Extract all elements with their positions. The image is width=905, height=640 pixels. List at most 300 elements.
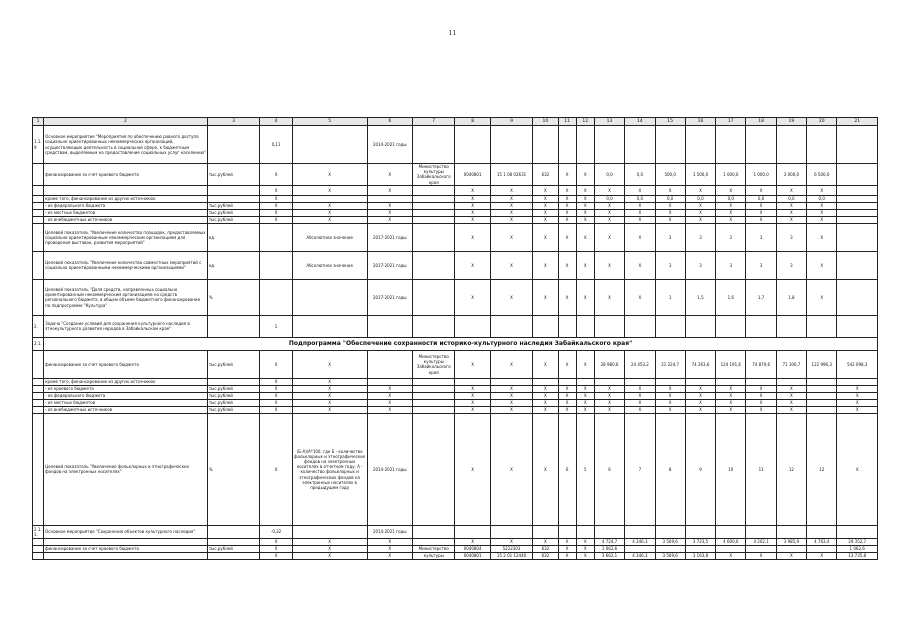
table-cell	[413, 195, 455, 202]
table-cell: Х	[455, 195, 490, 202]
table-cell: Х	[260, 385, 292, 392]
table-cell: 4 202,1	[746, 538, 776, 545]
table-cell: 0040801	[455, 552, 490, 559]
table-cell: 1,6	[716, 279, 746, 315]
table-cell: Х	[716, 392, 746, 399]
table-cell	[807, 399, 837, 406]
table-cell	[837, 164, 878, 186]
table-cell: Х	[655, 216, 685, 223]
table-cell	[413, 202, 455, 209]
table-cell: Х	[367, 209, 412, 216]
table-cell: Целевой показатель "Доля средств, направленных социально ориентированным некоммерческим организациям на средств регионального бюджета, в общем объеме бюджетного финансирования по подпрограмме "Культура"	[44, 279, 208, 315]
column-number: 5	[292, 118, 367, 126]
table-cell: тыс.рублей	[207, 392, 260, 399]
column-number: 20	[807, 118, 837, 126]
table-cell: Х	[292, 552, 367, 559]
table-cell	[558, 378, 576, 385]
table-cell: - из внебюджетных источников	[44, 216, 208, 223]
table-cell: 632	[533, 545, 558, 552]
table-cell: - из местных бюджетов	[44, 209, 208, 216]
table-cell	[776, 525, 806, 538]
table-cell: Х	[558, 538, 576, 545]
table-cell: Х	[490, 223, 532, 251]
column-number: 7	[413, 118, 455, 126]
table-cell: тыс.рублей	[207, 399, 260, 406]
table-cell: 6	[558, 413, 576, 525]
table-cell: 3 163,8	[685, 552, 715, 559]
table-cell	[576, 525, 594, 538]
table-cell	[413, 223, 455, 251]
table-row	[33, 406, 878, 413]
table-cell: Х	[367, 185, 412, 195]
table-cell: Х	[837, 392, 878, 399]
table-cell	[413, 406, 455, 413]
table-cell: Х	[625, 202, 655, 209]
table-row	[33, 392, 878, 399]
table-cell	[44, 538, 208, 545]
table-cell: Х	[716, 406, 746, 413]
table-cell: Х	[455, 406, 490, 413]
table-cell: Х	[260, 216, 292, 223]
table-cell: 3 662,1	[594, 552, 624, 559]
table-cell: Х	[746, 216, 776, 223]
table-cell: Х	[746, 385, 776, 392]
table-cell: тыс.рублей	[207, 216, 260, 223]
table-cell: Х	[260, 392, 292, 399]
table-cell: Х	[260, 545, 292, 552]
table-cell: Х	[558, 164, 576, 186]
table-cell: Х	[776, 385, 806, 392]
table-cell: Х	[716, 385, 746, 392]
table-cell	[655, 525, 685, 538]
table-cell: Х	[576, 209, 594, 216]
table-cell: Х	[292, 209, 367, 216]
table-cell	[33, 223, 44, 251]
table-cell: Х	[576, 392, 594, 399]
table-cell: 0,0	[716, 195, 746, 202]
table-cell: Х	[576, 164, 594, 186]
table-cell: тыс.рублей	[207, 545, 260, 552]
table-row	[33, 185, 878, 195]
table-row	[33, 385, 878, 392]
table-cell: Х	[576, 223, 594, 251]
table-cell: Х	[594, 392, 624, 399]
column-number: 11	[558, 118, 576, 126]
table-row	[33, 413, 878, 525]
table-cell: Х	[533, 202, 558, 209]
table-cell: тыс.рублей	[207, 202, 260, 209]
table-cell: Основное мероприятие "Сохранение объектов культурного наследия"	[44, 525, 208, 538]
table-cell: Х	[807, 552, 837, 559]
table-cell: 3	[685, 251, 715, 279]
table-cell	[776, 315, 806, 337]
table-cell: Х	[594, 399, 624, 406]
table-cell	[576, 126, 594, 164]
table-cell	[655, 315, 685, 337]
table-cell: Х	[576, 399, 594, 406]
table-cell: Х	[594, 216, 624, 223]
table-cell: 3	[655, 251, 685, 279]
table-cell: Х	[490, 202, 532, 209]
table-cell: 3 985,9	[776, 538, 806, 545]
table-cell	[837, 525, 878, 538]
table-cell: %	[207, 413, 260, 525]
table-cell: 2014-2021 годы	[367, 126, 412, 164]
table-cell: Х	[558, 545, 576, 552]
table-cell	[490, 126, 532, 164]
table-cell: 1,7	[746, 279, 776, 315]
table-cell: Целевой показатель "Увеличение количества совместных мероприятий с социально ориентированными некоммерческими организациями"	[44, 251, 208, 279]
table-cell	[455, 525, 490, 538]
table-cell	[837, 202, 878, 209]
table-cell	[533, 525, 558, 538]
table-cell	[413, 315, 455, 337]
table-cell: Х	[292, 545, 367, 552]
table-cell: Х	[533, 216, 558, 223]
table-cell: 71 106,7	[776, 350, 806, 378]
table-cell: Х	[594, 385, 624, 392]
table-cell	[625, 126, 655, 164]
table-cell: 3 000,0	[776, 164, 806, 186]
column-number: 18	[746, 118, 776, 126]
table-cell	[33, 399, 44, 406]
table-cell: Х	[685, 406, 715, 413]
table-cell: Х	[837, 399, 878, 406]
table-cell: 7	[625, 413, 655, 525]
table-cell: Х	[837, 406, 878, 413]
table-cell: 0040801	[455, 164, 490, 186]
table-cell	[716, 315, 746, 337]
table-cell: Х	[807, 251, 837, 279]
table-cell: Х	[367, 545, 412, 552]
table-cell: Х	[576, 538, 594, 545]
table-cell: 4 346,3	[625, 552, 655, 559]
table-cell	[367, 350, 412, 378]
table-cell: Х	[455, 209, 490, 216]
table-cell: Х	[490, 195, 532, 202]
table-cell: Х	[576, 552, 594, 559]
table-cell: 21 224,7	[655, 350, 685, 378]
table-cell: 0,0	[625, 164, 655, 186]
table-cell: Х	[655, 399, 685, 406]
table-cell: Х	[685, 399, 715, 406]
table-cell: 2.	[33, 315, 44, 337]
table-cell: Х	[533, 392, 558, 399]
table-cell: 1,5	[685, 279, 715, 315]
table-cell	[33, 545, 44, 552]
table-cell: Х	[746, 399, 776, 406]
table-cell: Х	[558, 185, 576, 195]
table-cell: Х	[292, 164, 367, 186]
table-cell: - из местных бюджетов	[44, 399, 208, 406]
table-cell: Х	[367, 216, 412, 223]
table-cell: Х	[533, 251, 558, 279]
table-cell: Х	[837, 385, 878, 392]
table-cell: Х	[625, 223, 655, 251]
table-cell	[533, 315, 558, 337]
table-cell: Х	[576, 350, 594, 378]
table-cell	[33, 413, 44, 525]
table-cell: 12	[776, 413, 806, 525]
table-cell: Х	[776, 406, 806, 413]
table-cell: Х	[625, 399, 655, 406]
table-cell	[413, 216, 455, 223]
table-cell: Х	[807, 185, 837, 195]
table-cell: Х	[625, 385, 655, 392]
table-cell	[260, 251, 292, 279]
table-cell: тыс.рублей	[207, 164, 260, 186]
table-cell	[655, 126, 685, 164]
table-cell	[594, 378, 624, 385]
table-cell: 2.1.1.	[34, 526, 42, 537]
table-cell	[685, 126, 715, 164]
table-cell	[367, 315, 412, 337]
table-cell: Х	[625, 279, 655, 315]
table-cell: тыс.рублей	[207, 209, 260, 216]
table-cell	[367, 195, 412, 202]
table-cell: Х	[455, 279, 490, 315]
table-cell	[837, 216, 878, 223]
table-cell	[490, 315, 532, 337]
table-cell: Х	[558, 223, 576, 251]
table-cell: Х	[367, 385, 412, 392]
table-cell: 10	[716, 413, 746, 525]
table-cell: 6 500,0	[807, 164, 837, 186]
column-number: 4	[260, 118, 292, 126]
table-cell	[594, 315, 624, 337]
table-cell: Х	[746, 185, 776, 195]
table-cell	[776, 378, 806, 385]
table-row	[33, 209, 878, 216]
table-cell: Х	[685, 385, 715, 392]
table-cell: 28 980,6	[594, 350, 624, 378]
table-cell: Х	[533, 399, 558, 406]
table-cell: финансирование за счет краевого бюджета	[44, 350, 208, 378]
table-cell: 1	[655, 279, 685, 315]
table-cell	[33, 378, 44, 385]
table-cell	[746, 378, 776, 385]
table-cell: 74 263,6	[685, 350, 715, 378]
table-cell	[413, 385, 455, 392]
column-number: 9	[490, 118, 532, 126]
table-cell	[33, 209, 44, 216]
column-number: 19	[776, 118, 806, 126]
table-cell: Х	[558, 195, 576, 202]
table-cell: Х	[533, 413, 558, 525]
table-cell: Х	[576, 216, 594, 223]
table-cell	[260, 279, 292, 315]
table-cell: 15 2 01 12440	[490, 552, 532, 559]
column-number: 16	[685, 118, 715, 126]
column-number: 2	[44, 118, 208, 126]
table-cell	[837, 315, 878, 337]
table-cell: Х	[455, 399, 490, 406]
table-cell	[746, 525, 776, 538]
table-row	[33, 195, 878, 202]
table-cell: Х	[807, 279, 837, 315]
table-cell: Х	[292, 538, 367, 545]
table-cell	[33, 251, 44, 279]
table-cell: 4 724,7	[594, 538, 624, 545]
table-cell: Х	[625, 209, 655, 216]
table-cell: Х	[576, 545, 594, 552]
table-cell: Х	[746, 202, 776, 209]
table-cell: Х	[533, 195, 558, 202]
table-cell: 3	[776, 251, 806, 279]
table-cell: Х	[533, 350, 558, 378]
table-cell	[207, 185, 260, 195]
table-cell: 4 600,0	[716, 538, 746, 545]
table-cell: Х	[490, 385, 532, 392]
table-cell	[625, 525, 655, 538]
table-row	[33, 350, 878, 378]
table-cell	[33, 552, 44, 559]
table-cell	[33, 350, 44, 378]
table-cell: Х	[716, 399, 746, 406]
table-cell: кроме того, финансирование из других источников:	[44, 378, 208, 385]
table-cell: Х	[625, 406, 655, 413]
table-cell: 12	[807, 413, 837, 525]
table-cell: Х	[716, 209, 746, 216]
table-cell: Х	[837, 413, 878, 525]
table-cell: Х	[490, 279, 532, 315]
table-cell: кроме того, финансирование из других источников:	[44, 195, 208, 202]
table-cell	[207, 552, 260, 559]
table-cell: Х	[455, 185, 490, 195]
table-cell: Целевой показатель "Увеличение количества площадок, предоставляемых социально ориентированным некоммерческим организациям для проведения выставок, развития мероприятий"	[44, 223, 208, 251]
table-cell: Х	[776, 185, 806, 195]
table-cell: Х	[625, 251, 655, 279]
table-cell: 1 000,0	[746, 164, 776, 186]
table-cell	[33, 195, 44, 202]
table-cell	[33, 392, 44, 399]
table-cell: Х	[260, 185, 292, 195]
table-cell: 632	[533, 552, 558, 559]
table-cell	[413, 392, 455, 399]
table-cell: Х	[594, 223, 624, 251]
table-cell: Х	[490, 538, 532, 545]
table-cell: Министерство культуры Забайкальского края	[413, 350, 455, 378]
table-cell: Х	[367, 164, 412, 186]
table-cell	[207, 126, 260, 164]
table-cell: Х	[716, 185, 746, 195]
table-cell: 3	[655, 223, 685, 251]
table-row	[33, 538, 878, 545]
table-cell	[807, 525, 837, 538]
table-cell	[558, 126, 576, 164]
table-cell: 1 500,0	[685, 164, 715, 186]
table-cell: - из федерального бюджета	[44, 392, 208, 399]
table-cell: Х	[533, 406, 558, 413]
table-cell	[837, 279, 878, 315]
table-cell: Х	[533, 185, 558, 195]
table-cell: Х	[576, 385, 594, 392]
table-cell: Х	[807, 202, 837, 209]
table-cell: 3	[746, 223, 776, 251]
subprogram-title: Подпрограмма "Обеспечение сохранности историко-культурного наследия Забайкальского края"	[44, 337, 878, 350]
table-cell: 9	[685, 413, 715, 525]
table-cell: 3	[685, 223, 715, 251]
table-cell: Х	[558, 392, 576, 399]
table-cell: финансирование за счет краевого бюджета	[44, 164, 208, 186]
table-cell: Х	[260, 202, 292, 209]
table-cell: 11	[746, 413, 776, 525]
table-cell: 0,11	[260, 126, 292, 164]
table-cell: Х	[776, 202, 806, 209]
table-cell	[207, 378, 260, 385]
table-cell: Х	[260, 164, 292, 186]
table-cell: 2017-2021 годы	[367, 279, 412, 315]
table-cell: Х	[490, 350, 532, 378]
table-cell: Х	[455, 385, 490, 392]
table-cell	[207, 525, 260, 538]
table-cell: Х	[558, 385, 576, 392]
table-cell	[594, 525, 624, 538]
table-cell	[685, 525, 715, 538]
table-cell	[367, 378, 412, 385]
table-row	[33, 315, 878, 337]
table-cell: Министерство культуры Забайкальского края	[413, 164, 455, 186]
table-row	[33, 216, 878, 223]
table-cell: Задача "Создание условий для сохранения культурного наследия в этнокультурного развития народов в Забайкальском крае"	[44, 315, 208, 337]
table-row	[33, 223, 878, 251]
table-cell	[455, 315, 490, 337]
table-cell	[292, 279, 367, 315]
table-cell: 74 879,6	[746, 350, 776, 378]
column-number: 3	[207, 118, 260, 126]
table-cell: Х	[776, 209, 806, 216]
table-cell: Х	[685, 185, 715, 195]
table-cell: Х	[292, 185, 367, 195]
table-cell: Х	[685, 392, 715, 399]
table-cell	[625, 378, 655, 385]
table-cell: Х	[455, 413, 490, 525]
column-number: 14	[625, 118, 655, 126]
table-cell: Х	[558, 279, 576, 315]
table-cell: 2014-2021 годы	[367, 413, 412, 525]
table-cell	[625, 545, 655, 552]
table-cell	[685, 545, 715, 552]
table-cell	[33, 279, 44, 315]
table-cell: Х	[776, 399, 806, 406]
table-cell: Х	[716, 202, 746, 209]
table-cell: 0,0	[685, 195, 715, 202]
table-cell: Х	[260, 552, 292, 559]
table-cell: Х	[292, 392, 367, 399]
table-cell: 542 098,3	[837, 350, 878, 378]
table-cell: 0,0	[655, 195, 685, 202]
table-cell: Х	[558, 202, 576, 209]
table-cell	[207, 538, 260, 545]
table-cell	[292, 525, 367, 538]
table-cell	[292, 126, 367, 164]
table-cell	[413, 399, 455, 406]
table-cell	[207, 195, 260, 202]
table-cell: Х	[625, 216, 655, 223]
table-cell	[207, 315, 260, 337]
table-cell	[716, 126, 746, 164]
table-cell	[413, 251, 455, 279]
table-cell	[837, 126, 878, 164]
table-cell	[260, 223, 292, 251]
column-number: 8	[455, 118, 490, 126]
table-cell: 124 191,6	[716, 350, 746, 378]
table-cell: 3	[716, 223, 746, 251]
table-cell: 3 723,5	[685, 538, 715, 545]
table-cell: Х	[558, 209, 576, 216]
table-cell	[776, 545, 806, 552]
table-cell: 0,0	[776, 195, 806, 202]
